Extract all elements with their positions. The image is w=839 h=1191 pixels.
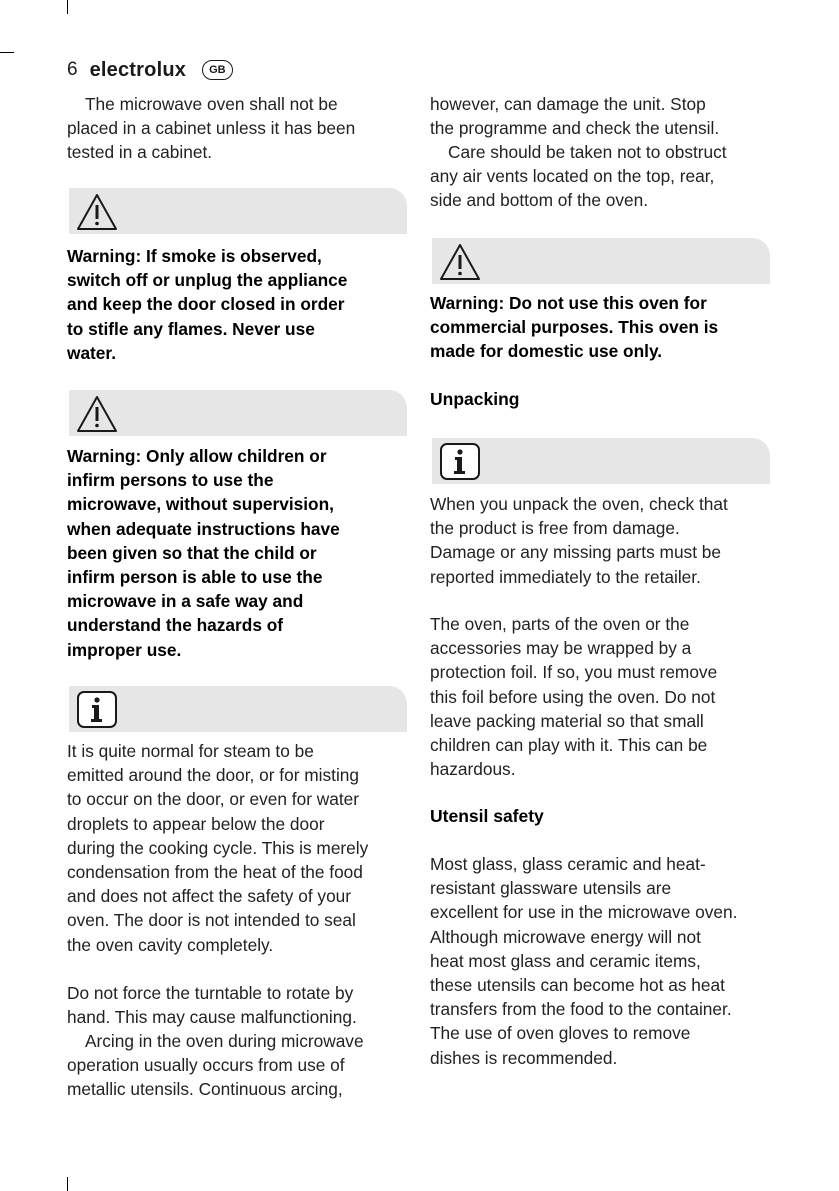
unpacking-heading: Unpacking — [430, 389, 520, 409]
warning-bar — [69, 188, 407, 234]
arcing-paragraph: Arcing in the oven during microwave operation usually occurs from use of metallic utensils. Continuous arcing, — [67, 1031, 364, 1100]
crop-mark — [67, 1177, 68, 1191]
warning-bar — [432, 238, 770, 284]
brand-logo: electrolux — [89, 58, 187, 81]
utensil-safety-heading: Utensil safety — [430, 806, 544, 826]
turntable-paragraph: Do not force the turntable to rotate by hand. This may cause malfunctioning. — [67, 983, 357, 1028]
warning-icon — [438, 242, 482, 282]
info-bar — [432, 438, 770, 484]
info-bar — [69, 686, 407, 732]
crop-mark — [0, 52, 14, 53]
warning-bar — [69, 390, 407, 436]
crop-mark — [67, 0, 68, 14]
page-number: 6 — [67, 59, 78, 80]
unpack-foil-paragraph: The oven, parts of the oven or the accessories may be wrapped by a protection foil. If so, you must remove this foil before using the oven. Do not leave packing material so that small children can play with it. This can be hazardous. — [430, 614, 718, 780]
warning-commercial-text: Warning: Do not use this oven for commercial purposes. This oven is made for domestic use only. — [430, 293, 719, 362]
page-header — [67, 56, 233, 84]
utensil-paragraph: Most glass, glass ceramic and heat- resistant glassware utensils are excellent for use in the microwave oven. Although microwave energy will not heat most glass and ceramic items, these utensils can become hot as heat transfers from the food to the container. The use of oven gloves to remove dishes is recommended. — [430, 854, 738, 1068]
language-badge: GB — [202, 60, 233, 80]
vents-paragraph: Care should be taken not to obstruct any air vents located on the top, rear, side and bottom of the oven. — [430, 142, 727, 211]
arcing-continued-paragraph: however, can damage the unit. Stop the programme and check the utensil. — [430, 94, 720, 139]
info-icon — [75, 690, 119, 730]
warning-children-text: Warning: Only allow children or infirm persons to use the microwave, without supervision, when adequate instructions have been given so that the child or infirm person is able to use the microwave in a safe way and understand the hazards of improper use. — [67, 446, 340, 660]
warning-smoke-text: Warning: If smoke is observed, switch off or unplug the appliance and keep the door closed in order to stifle any flames. Never use water. — [67, 246, 348, 363]
info-steam-text: It is quite normal for steam to be emitted around the door, or for misting to occur on the door, or even for water droplets to appear below the door during the cooking cycle. This is merely condensation from the heat of the food and does not affect the safety of your oven. The door is not intended to seal the oven cavity completely. — [67, 741, 369, 955]
intro-paragraph: The microwave oven shall not be placed in a cabinet unless it has been tested in a cabinet. — [67, 94, 356, 163]
warning-icon — [75, 192, 119, 232]
warning-icon — [75, 394, 119, 434]
unpack-check-paragraph: When you unpack the oven, check that the product is free from damage. Damage or any missing parts must be reported immediately to the retailer. — [430, 494, 728, 587]
info-icon — [438, 442, 482, 482]
